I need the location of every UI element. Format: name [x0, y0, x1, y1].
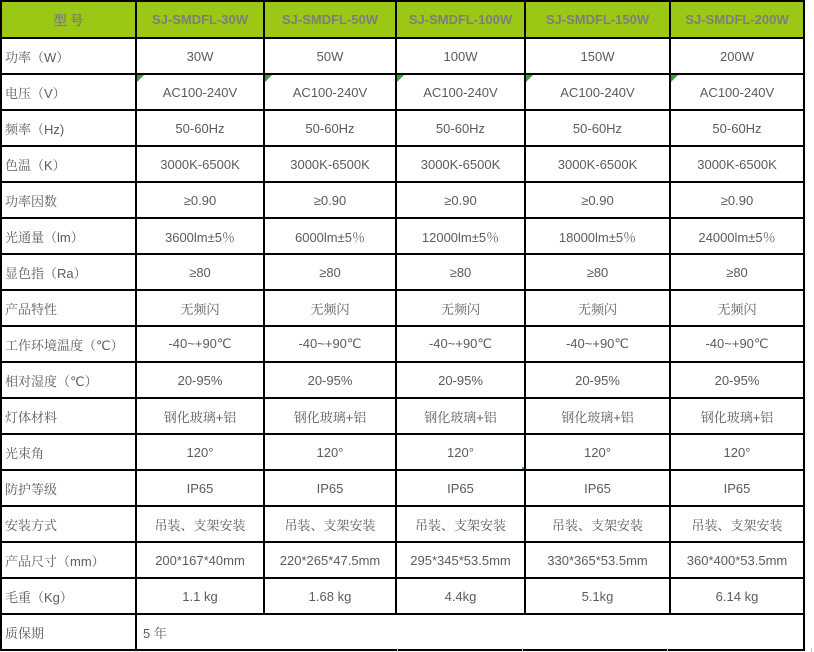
row-label-cell[interactable]: 色温（K） [1, 146, 136, 182]
row-label-cell[interactable]: 频率（Hz) [1, 110, 136, 146]
header-cell[interactable]: SJ-SMDFL-100W [396, 1, 525, 38]
value-cell[interactable] [264, 434, 396, 470]
value-cell[interactable] [136, 326, 264, 362]
cell-text: 钢化玻璃+铝 [424, 409, 497, 425]
cell-text: 18000lm±5％ [558, 229, 637, 245]
cell-text: 钢化玻璃+铝 [163, 409, 237, 425]
row-label-cell[interactable]: 显色指（Ra） [1, 254, 136, 290]
gridline-stub [811, 648, 812, 652]
value-cell[interactable] [670, 506, 804, 542]
error-indicator-icon [265, 75, 272, 82]
value-cell[interactable] [525, 326, 670, 362]
cell-text: ≥0.90 [313, 192, 347, 208]
row-label-cell[interactable]: 工作环境温度（℃） [1, 326, 136, 362]
error-indicator-icon [137, 75, 144, 82]
row-label-cell[interactable]: 相对湿度（℃） [1, 362, 136, 398]
value-cell[interactable] [670, 326, 804, 362]
cell-text: 24000lm±5％ [698, 229, 776, 245]
value-cell[interactable] [525, 254, 670, 290]
row-label-cell[interactable]: 功率因数 [1, 182, 136, 218]
header-cell[interactable]: SJ-SMDFL-150W [525, 1, 670, 38]
cell-text: 1.68 kg [308, 588, 352, 604]
value-cell[interactable] [525, 290, 670, 326]
table-row [1, 218, 804, 254]
cell-text: 120° [723, 444, 751, 460]
value-cell[interactable] [136, 506, 264, 542]
value-cell[interactable] [264, 398, 396, 434]
header-cell[interactable]: SJ-SMDFL-200W [670, 1, 804, 38]
value-cell[interactable] [396, 470, 525, 506]
row-label-cell[interactable]: 毛重（Kg） [1, 578, 136, 614]
value-cell[interactable] [264, 290, 396, 326]
cell-text: 360*400*53.5mm [686, 552, 788, 568]
error-indicator-icon [526, 75, 533, 82]
cell-text: 120° [447, 444, 474, 460]
row-label-cell[interactable]: 光束角 [1, 434, 136, 470]
value-cell[interactable] [264, 38, 396, 74]
row-label-cell[interactable]: 防护等级 [1, 470, 136, 506]
cell-text: 295*345*53.5mm [410, 552, 511, 568]
cell-text: AC100-240V [162, 84, 238, 100]
gridline-stub [397, 648, 398, 652]
row-label-cell[interactable]: 产品特性 [1, 290, 136, 326]
cell-text: 100W [443, 48, 478, 64]
cell-text: ≥0.90 [183, 192, 217, 208]
value-cell[interactable] [264, 146, 396, 182]
value-cell[interactable] [525, 110, 670, 146]
cell-text: 50-60Hz [305, 120, 355, 136]
cell-text: ≥0.90 [444, 192, 477, 208]
cell-text: ≥80 [726, 264, 748, 280]
cell-text: 20-95% [438, 372, 483, 388]
value-cell[interactable] [396, 434, 525, 470]
cell-text: ≥0.90 [720, 192, 754, 208]
value-cell[interactable] [264, 470, 396, 506]
value-cell[interactable] [136, 110, 264, 146]
cell-text: 无频闪 [717, 301, 757, 317]
value-cell[interactable] [396, 578, 525, 614]
row-label-cell[interactable]: 质保期 [1, 614, 136, 650]
gridline-stubs [0, 648, 814, 652]
value-cell[interactable] [264, 542, 396, 578]
cell-text: ≥80 [586, 264, 609, 280]
value-cell[interactable] [396, 74, 525, 110]
cell-text: 12000lm±5％ [421, 229, 500, 245]
cell-text: 3000K-6500K [290, 156, 370, 172]
table-row [1, 110, 804, 146]
cell-text: 120° [584, 444, 611, 460]
cell-text: -40~+90℃ [705, 336, 769, 351]
row-label-cell[interactable]: 电压（V） [1, 74, 136, 110]
cell-text: 330*365*53.5mm [547, 552, 648, 568]
cell-text: 220*265*47.5mm [279, 552, 381, 568]
cell-text: ≥80 [189, 264, 211, 280]
cell-text: 吊装、支架安装 [414, 517, 506, 533]
cell-text: IP65 [584, 480, 611, 496]
row-label-cell[interactable]: 光通量（lm） [1, 218, 136, 254]
value-cell[interactable] [396, 326, 525, 362]
cell-text: 4.4kg [444, 588, 477, 604]
table-row [1, 434, 804, 470]
value-cell[interactable] [136, 542, 264, 578]
row-label-cell[interactable]: 产品尺寸（mm） [1, 542, 136, 578]
cell-text: 吊装、支架安装 [551, 517, 643, 533]
row-label-cell[interactable]: 安装方式 [1, 506, 136, 542]
value-cell[interactable] [136, 146, 264, 182]
value-cell[interactable] [396, 254, 525, 290]
value-cell[interactable] [525, 74, 670, 110]
cell-text: 20-95% [714, 372, 760, 388]
value-cell[interactable] [264, 254, 396, 290]
value-cell[interactable] [396, 146, 525, 182]
cell-text: AC100-240V [292, 84, 368, 100]
value-cell[interactable] [396, 38, 525, 74]
cell-text: 30W [186, 48, 214, 64]
value-cell[interactable] [136, 38, 264, 74]
table-row [1, 74, 804, 110]
value-cell[interactable] [264, 110, 396, 146]
value-cell[interactable] [670, 290, 804, 326]
warranty-value-cell[interactable]: 5 年 [136, 614, 804, 650]
value-cell[interactable] [396, 506, 525, 542]
value-cell[interactable] [136, 470, 264, 506]
value-cell[interactable] [670, 578, 804, 614]
cell-text: 无频闪 [180, 301, 220, 317]
table-row [1, 146, 804, 182]
cell-text: 20-95% [177, 372, 223, 388]
value-cell[interactable] [396, 362, 525, 398]
cell-text: 钢化玻璃+铝 [293, 409, 367, 425]
cell-text: -40~+90℃ [428, 336, 493, 351]
cell-text: IP65 [316, 480, 344, 496]
value-cell[interactable] [670, 434, 804, 470]
header-cell[interactable]: SJ-SMDFL-50W [264, 1, 396, 38]
cell-text: 钢化玻璃+铝 [700, 409, 774, 425]
cell-text: 6.14 kg [715, 588, 759, 604]
table-row [1, 506, 804, 542]
cell-text: 20-95% [307, 372, 353, 388]
value-cell[interactable] [264, 182, 396, 218]
value-cell[interactable] [264, 362, 396, 398]
value-cell[interactable] [525, 398, 670, 434]
value-cell[interactable] [136, 434, 264, 470]
cell-text: 200*167*40mm [155, 552, 245, 568]
value-cell[interactable] [396, 182, 525, 218]
value-cell[interactable] [670, 74, 804, 110]
value-cell[interactable] [670, 362, 804, 398]
value-cell[interactable] [525, 470, 670, 506]
error-indicator-icon [397, 75, 404, 82]
cell-text: 3000K-6500K [557, 156, 638, 172]
warranty-row [1, 614, 804, 650]
value-cell[interactable] [525, 434, 670, 470]
cell-text: 6000lm±5％ [294, 229, 365, 245]
value-cell[interactable] [136, 182, 264, 218]
value-cell[interactable] [264, 74, 396, 110]
cell-text: ≥80 [449, 264, 472, 280]
cell-text: 3000K-6500K [420, 156, 501, 172]
value-cell[interactable] [264, 578, 396, 614]
cell-text: 50W [316, 48, 344, 64]
cell-text: -40~+90℃ [565, 336, 630, 351]
value-cell[interactable] [264, 218, 396, 254]
table-row [1, 398, 804, 434]
cell-text: 钢化玻璃+铝 [561, 409, 634, 425]
cell-text: 无频闪 [310, 301, 350, 317]
cell-text: -40~+90℃ [168, 336, 232, 351]
value-cell[interactable] [670, 254, 804, 290]
value-cell[interactable] [136, 254, 264, 290]
cell-text: AC100-240V [423, 84, 498, 100]
value-cell[interactable] [396, 542, 525, 578]
header-row [1, 1, 804, 38]
value-cell[interactable] [670, 542, 804, 578]
value-cell[interactable] [136, 74, 264, 110]
header-cell[interactable]: SJ-SMDFL-30W [136, 1, 264, 38]
cell-text: ≥0.90 [581, 192, 614, 208]
cell-text: 200W [720, 48, 754, 64]
value-cell[interactable] [525, 146, 670, 182]
error-indicator-icon [671, 75, 678, 82]
cell-text: 50-60Hz [712, 120, 762, 136]
value-cell[interactable] [670, 146, 804, 182]
cell-text: 3600lm±5％ [164, 229, 235, 245]
cell-text: 无频闪 [440, 301, 480, 317]
cell-text: 无频闪 [577, 301, 617, 317]
value-cell[interactable] [396, 110, 525, 146]
cell-text: 50-60Hz [572, 120, 623, 136]
value-cell[interactable] [525, 578, 670, 614]
cell-text: 1.1 kg [182, 588, 218, 604]
cell-text: ≥80 [319, 264, 341, 280]
cell-text: IP65 [186, 480, 214, 496]
cell-text: -40~+90℃ [298, 336, 362, 351]
value-cell[interactable] [136, 578, 264, 614]
table-row [1, 470, 804, 506]
gridline-stub [522, 648, 523, 652]
value-cell[interactable] [670, 38, 804, 74]
cell-text: AC100-240V [560, 84, 635, 100]
cell-text: 20-95% [575, 372, 620, 388]
cell-text: 3000K-6500K [160, 156, 240, 172]
table-row [1, 326, 804, 362]
cell-text: IP65 [723, 480, 751, 496]
value-cell[interactable] [396, 218, 525, 254]
table-row [1, 578, 804, 614]
value-cell[interactable] [136, 398, 264, 434]
table-row [1, 542, 804, 578]
cell-text: AC100-240V [699, 84, 775, 100]
value-cell[interactable] [525, 218, 670, 254]
value-cell[interactable] [396, 290, 525, 326]
row-label-cell[interactable]: 功率（W） [1, 38, 136, 74]
table-row [1, 254, 804, 290]
cell-text: 120° [186, 444, 214, 460]
cell-text: 150W [580, 48, 615, 64]
value-cell[interactable] [525, 362, 670, 398]
gridline-stub [667, 648, 668, 652]
value-cell[interactable] [136, 362, 264, 398]
table-row [1, 290, 804, 326]
cell-text: 吊装、支架安装 [691, 517, 783, 533]
row-label-cell[interactable]: 灯体材料 [1, 398, 136, 434]
value-cell[interactable] [136, 218, 264, 254]
cell-text: 50-60Hz [435, 120, 486, 136]
table-row [1, 182, 804, 218]
value-cell[interactable] [264, 506, 396, 542]
value-cell[interactable] [670, 182, 804, 218]
value-cell[interactable] [525, 542, 670, 578]
table-row [1, 38, 804, 74]
value-cell[interactable] [525, 182, 670, 218]
cell-text: 50-60Hz [175, 120, 225, 136]
cell-text: 120° [316, 444, 344, 460]
value-cell[interactable] [670, 218, 804, 254]
value-cell[interactable] [136, 290, 264, 326]
value-cell[interactable] [525, 506, 670, 542]
cell-text: 3000K-6500K [697, 156, 777, 172]
value-cell[interactable] [525, 38, 670, 74]
cell-text: IP65 [447, 480, 474, 496]
cell-text: 5.1kg [581, 588, 614, 604]
value-cell[interactable] [396, 398, 525, 434]
cell-text: 吊装、支架安装 [154, 517, 246, 533]
cell-text: 吊装、支架安装 [284, 517, 376, 533]
value-cell[interactable] [670, 110, 804, 146]
value-cell[interactable] [670, 398, 804, 434]
model-header-cell[interactable]: 型 号 [1, 1, 136, 38]
value-cell[interactable] [670, 470, 804, 506]
table-row [1, 362, 804, 398]
value-cell[interactable] [264, 326, 396, 362]
